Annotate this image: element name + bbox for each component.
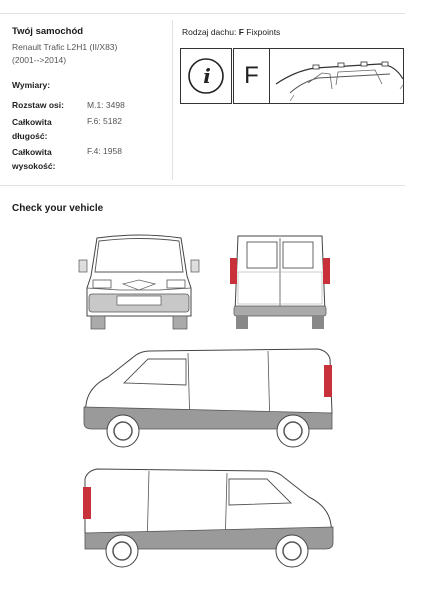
info-icon-box: [180, 48, 232, 104]
van-side-view-left: [79, 467, 339, 567]
dim-label-height: Całkowita wysokość:: [12, 147, 56, 171]
roof-letter-box: [233, 48, 270, 104]
vehicle-info-panel: [12, 26, 172, 169]
dimensions-heading: Wymiary:: [12, 80, 51, 90]
dimensions-table: [12, 99, 172, 169]
vehicle-model: Renault Trafic L2H1 (II/X83): [12, 42, 118, 52]
roof-picture-box: [270, 48, 404, 104]
vehicle-heading: Twój samochód: [12, 26, 84, 37]
dim-label-length: Całkowita długość:: [12, 117, 52, 141]
van-front-view: [79, 232, 199, 332]
roof-type-name: Fixpoints: [246, 27, 281, 37]
roof-type-letter: F: [244, 62, 259, 89]
dim-label-wheelbase: Rozstaw osi:: [12, 100, 64, 110]
top-divider: [0, 13, 405, 14]
van-rear-view: [228, 232, 332, 332]
vehicle-years: (2001-->2014): [12, 55, 67, 65]
roof-type-code: F: [238, 27, 244, 37]
roof-type-panel: [182, 26, 280, 38]
check-vehicle-heading: Check your vehicle: [12, 203, 104, 214]
column-divider: [172, 20, 173, 180]
roof-type-line: [182, 26, 280, 38]
section-divider: [0, 185, 405, 186]
van-side-view-right: [78, 347, 338, 447]
car-roof-icon: [270, 49, 404, 105]
dim-value-wheelbase: M.1: 3498: [87, 100, 125, 110]
roof-type-label: Rodzaj dachu:: [182, 27, 237, 37]
dim-value-height: F.4: 1958: [87, 146, 122, 156]
info-glyph: i: [203, 64, 211, 88]
dim-value-length: F.6: 5182: [87, 116, 122, 126]
